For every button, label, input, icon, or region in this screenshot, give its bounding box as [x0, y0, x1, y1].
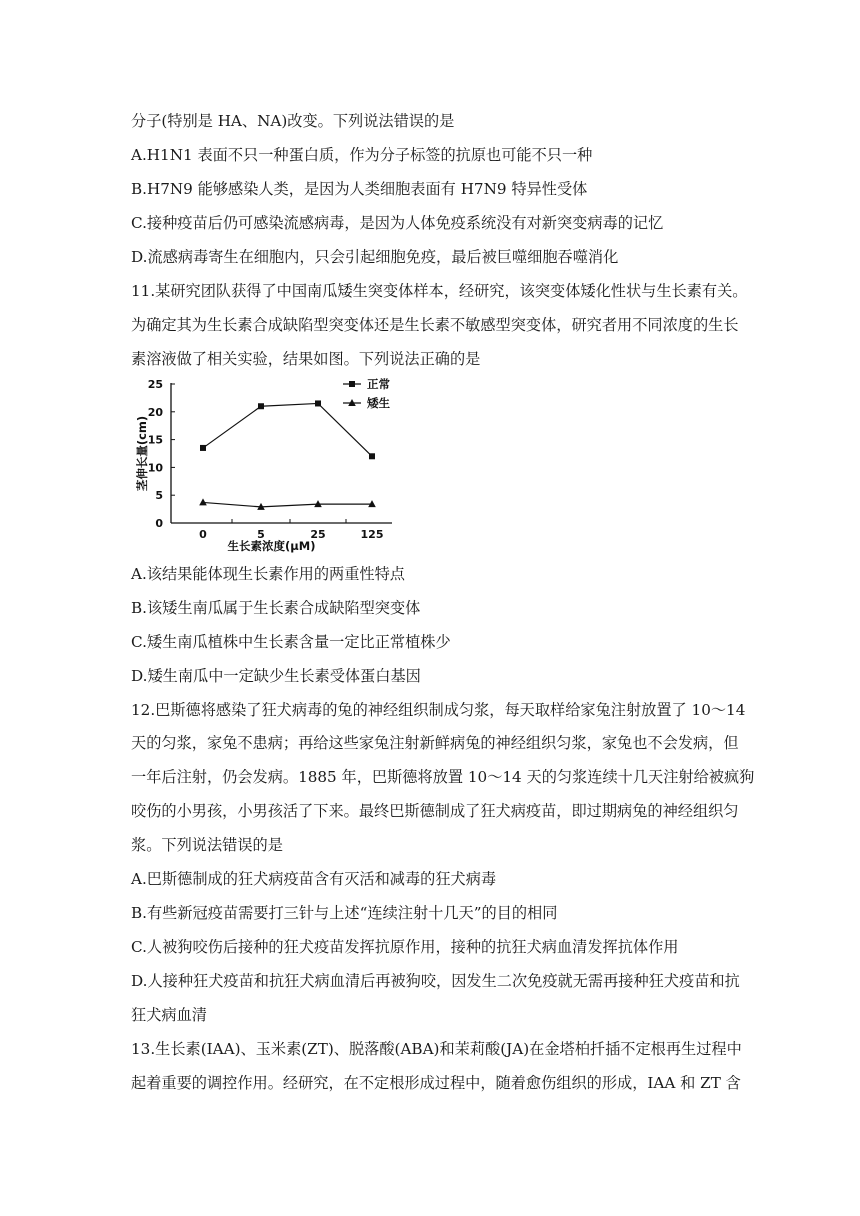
question-11-stem: 为确定其为生长素合成缺陷型突变体还是生长素不敏感型突变体，研究者用不同浓度的生长	[131, 316, 739, 334]
option-d-continuation: 狂犬病血清	[131, 1006, 207, 1024]
series-line-0	[203, 403, 372, 456]
question-12-stem: 浆。下列说法错误的是	[131, 836, 283, 854]
option-b-line: B.该矮生南瓜属于生长素合成缺陷型突变体	[131, 599, 421, 617]
question-11-stem: 11.某研究团队获得了中国南瓜矮生突变体样本，经研究，该突变体矮化性状与生长素有关。	[131, 282, 748, 300]
y-tick-label: 5	[155, 489, 163, 503]
option-b-line: B.H7N9 能够感染人类，是因为人类细胞表面有 H7N9 特异性受体	[131, 180, 588, 198]
x-tick-label: 0	[199, 528, 207, 541]
legend-marker	[349, 381, 355, 387]
data-point-0	[369, 453, 375, 459]
question-11-stem: 素溶液做了相关实验，结果如图。下列说法正确的是	[131, 350, 481, 368]
option-d-line: D.人接种狂犬疫苗和抗狂犬病血清后再被狗咬，因发生二次免疫就无需再接种狂犬疫苗和抗	[131, 972, 740, 990]
data-point-0	[315, 400, 321, 406]
auxin-line-chart	[128, 372, 408, 557]
text-line: 分子(特别是 HA、NA)改变。下列说法错误的是	[131, 112, 455, 130]
x-tick-label: 125	[360, 528, 384, 541]
y-tick-label: 10	[147, 461, 163, 475]
option-a-line: A.巴斯德制成的狂犬病疫苗含有灭活和减毒的狂犬病毒	[131, 870, 497, 888]
x-tick-label: 25	[310, 528, 326, 541]
y-tick-label: 25	[147, 378, 163, 391]
data-point-0	[258, 403, 264, 409]
question-12-stem: 天的匀浆，家兔不患病；再给这些家兔注射新鲜病兔的神经组织匀浆，家兔也不会发病，但	[131, 734, 739, 752]
question-12-stem: 咬伤的小男孩，小男孩活了下来。最终巴斯德制成了狂犬病疫苗，即过期病兔的神经组织匀	[131, 802, 739, 820]
option-c-line: C.接种疫苗后仍可感染流感病毒，是因为人体免疫系统没有对新突变病毒的记忆	[131, 214, 664, 232]
legend-label: 正常	[367, 377, 390, 391]
option-a-line: A.H1N1 表面不只一种蛋白质，作为分子标签的抗原也可能不只一种	[131, 146, 593, 164]
series-line-1	[203, 502, 372, 506]
y-tick-label: 15	[147, 433, 163, 447]
y-axis-title: 茎伸长量(cm)	[135, 415, 149, 492]
option-c-line: C.人被狗咬伤后接种的狂犬疫苗发挥抗原作用，接种的抗狂犬病血清发挥抗体作用	[131, 938, 679, 956]
data-point-1	[199, 498, 207, 505]
option-b-line: B.有些新冠疫苗需要打三针与上述“连续注射十几天”的目的相同	[131, 904, 558, 922]
option-c-line: C.矮生南瓜植株中生长素含量一定比正常植株少	[131, 633, 451, 651]
legend-label: 矮生	[367, 396, 390, 410]
x-axis-title: 生长素浓度(μM)	[227, 539, 316, 553]
data-point-0	[200, 445, 206, 451]
y-tick-label: 0	[155, 517, 163, 530]
question-13-stem: 13.生长素(IAA)、玉米素(ZT)、脱落酸(ABA)和茉莉酸(JA)在金塔柏扦插不定根再生过程中	[131, 1040, 742, 1058]
option-d-line: D.流感病毒寄生在细胞内，只会引起细胞免疫，最后被巨噬细胞吞噬消化	[131, 248, 619, 266]
option-a-line: A.该结果能体现生长素作用的两重性特点	[131, 565, 405, 583]
y-tick-label: 20	[147, 405, 163, 419]
x-tick-label: 5	[257, 528, 265, 541]
question-13-stem: 起着重要的调控作用。经研究，在不定根形成过程中，随着愈伤组织的形成，IAA 和 ZT 含	[131, 1074, 741, 1092]
question-12-stem: 12.巴斯德将感染了狂犬病毒的兔的神经组织制成匀浆，每天取样给家兔注射放置了 10～14	[131, 701, 746, 719]
question-12-stem: 一年后注射，仍会发病。1885 年，巴斯德将放置 10～14 天的匀浆连续十几天注射给被疯狗	[131, 768, 755, 786]
option-d-line: D.矮生南瓜中一定缺少生长素受体蛋白基因	[131, 667, 421, 685]
